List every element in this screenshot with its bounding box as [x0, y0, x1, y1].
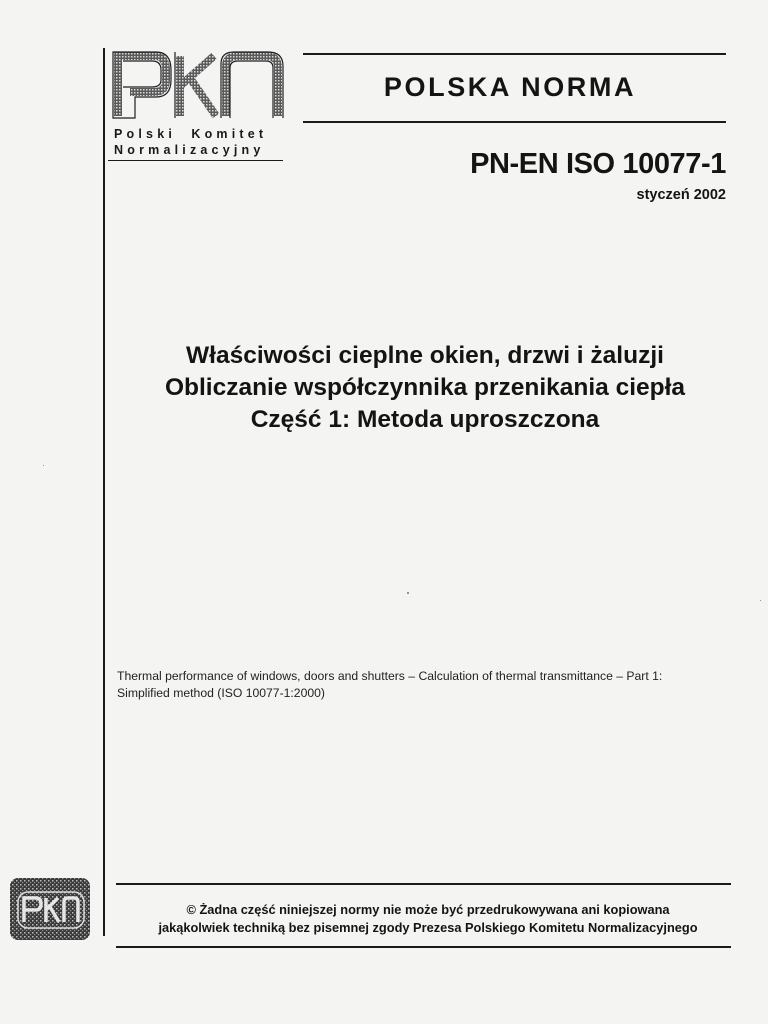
header-rule: [303, 121, 726, 123]
publisher-name: [114, 126, 267, 158]
top-rule: [303, 53, 726, 55]
publisher-name-line2: Normalizacyjny: [114, 143, 265, 157]
pkn-stamp: [8, 876, 92, 942]
title-line2: Obliczanie współczynnika przenikania ciepła: [164, 374, 686, 401]
footer-bottom-rule: [116, 946, 731, 948]
copyright-line2: jakąkolwiek techniką bez pisemnej zgody Prezesa Polskiego Komitetu Normalizacyjnego: [158, 920, 698, 935]
publisher-name-line1: Polski Komitet: [114, 127, 268, 141]
scan-speck: [760, 600, 761, 601]
standard-code: PN-EN ISO 10077-1: [470, 148, 726, 180]
scan-speck: [43, 465, 44, 466]
title-line1: Właściwości cieplne okien, drzwi i żaluzji: [186, 342, 664, 369]
publisher-underline: [108, 160, 283, 161]
copyright-line1: © Żadna część niniejszej normy nie może być przedrukowywana ani kopiowana: [186, 902, 670, 917]
document-title: [110, 340, 740, 436]
document-type-label: POLSKA NORMA: [383, 72, 637, 102]
english-title-line2: Simplified method (ISO 10077-1:2000): [117, 686, 325, 700]
english-title-line1: Thermal performance of windows, doors and shutters – Calculation of thermal transmittance – Part 1:: [117, 669, 663, 683]
title-line3: Część 1: Metoda uproszczona: [250, 406, 600, 433]
left-vertical-rule: [103, 48, 105, 936]
pkn-logo: [110, 50, 286, 120]
scan-speck: [407, 592, 409, 594]
publication-date: styczeń 2002: [636, 187, 726, 203]
english-title: [117, 668, 742, 702]
footer-top-rule: [116, 883, 731, 885]
copyright-notice: [108, 901, 748, 937]
